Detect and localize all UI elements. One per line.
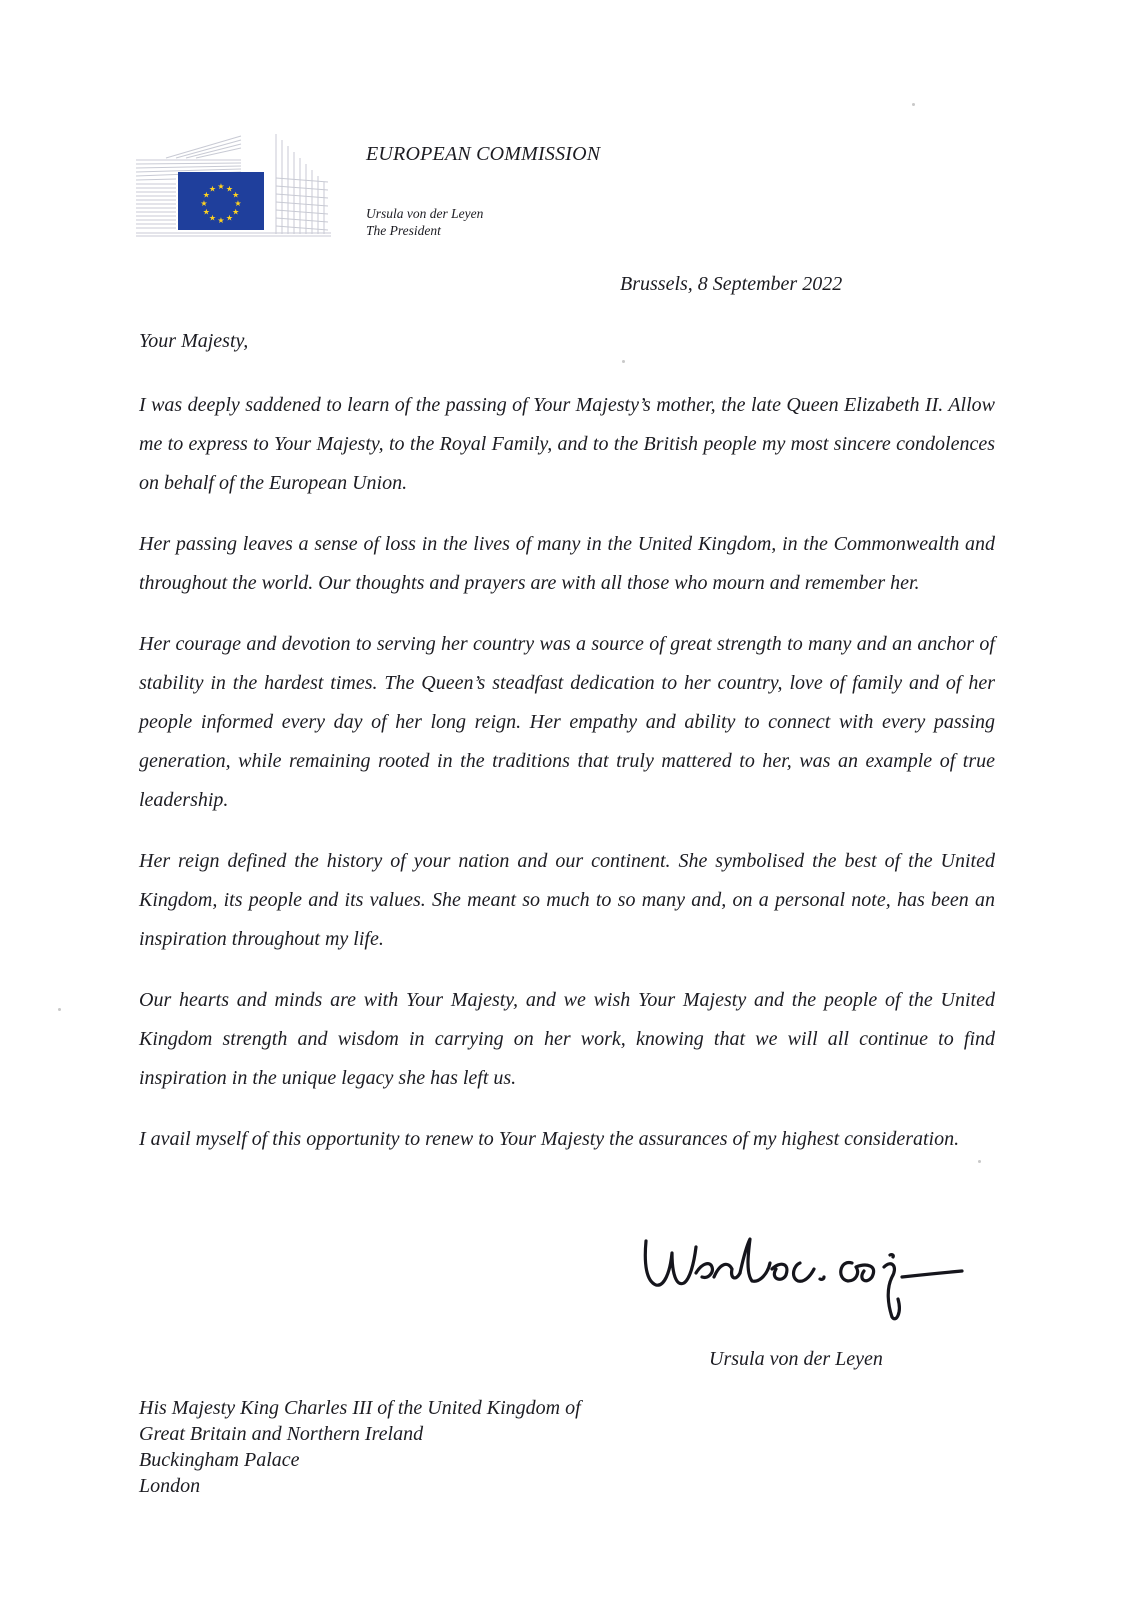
recipient-line: His Majesty King Charles III of the United Kingdom of <box>139 1397 581 1419</box>
svg-text:★: ★ <box>217 216 225 225</box>
signer-name: Ursula von der Leyen <box>709 1348 883 1370</box>
sender-title: The President <box>366 223 441 238</box>
body-paragraph: Her reign defined the history of your nation and our continent. She symbolised the best of the United Kingdom, its people and its values. She meant so much to so many and, on a personal note, has been an inspiration throughout my life. <box>139 850 995 950</box>
date-line: Brussels, 8 September 2022 <box>620 273 843 295</box>
svg-text:★: ★ <box>225 213 234 223</box>
salutation: Your Majesty, <box>139 330 249 352</box>
european-commission-logo <box>136 134 331 239</box>
organization-name: EUROPEAN COMMISSION <box>366 143 601 165</box>
recipient-line: London <box>139 1475 201 1497</box>
body-paragraph: Her courage and devotion to serving her country was a source of great strength to many and an anchor of stability in the hardest times. The Queen’s steadfast dedication to her country, love of family and of her people informed every day of her long reign. Her empathy and ability to connect with every passing generation, while remaining rooted in the traditions that truly mattered to her, was an example of true leadership. <box>139 633 995 811</box>
body-paragraph: Our hearts and minds are with Your Majesty, and we wish Your Majesty and the people of the United Kingdom strength and wisdom in carrying on her work, knowing that we will all continue to find inspiration in the unique legacy she has left us. <box>139 989 995 1089</box>
svg-text:★: ★ <box>232 190 240 200</box>
scan-speck <box>978 1160 981 1163</box>
sender-block <box>366 205 483 239</box>
svg-text:★: ★ <box>217 182 225 191</box>
body-paragraph: I was deeply saddened to learn of the passing of Your Majesty’s mother, the late Queen Elizabeth II. Allow me to express to Your Majesty, to the Royal Family, and to the British people my most sincere condolences on behalf of the European Union. <box>139 394 995 494</box>
svg-text:★: ★ <box>225 184 234 194</box>
recipient-line: Buckingham Palace <box>139 1449 300 1471</box>
recipient-address <box>139 1395 581 1499</box>
svg-text:★: ★ <box>202 207 210 217</box>
svg-text:★: ★ <box>208 213 217 223</box>
svg-text:★: ★ <box>208 184 217 194</box>
scan-speck <box>58 1008 61 1011</box>
svg-text:★: ★ <box>232 207 240 217</box>
svg-text:★: ★ <box>202 190 210 200</box>
handwritten-signature <box>640 1233 970 1323</box>
body-paragraph: Her passing leaves a sense of loss in the lives of many in the United Kingdom, in the Commonwealth and throughout the world. Our thoughts and prayers are with all those who mourn and remember her. <box>139 533 995 594</box>
svg-text:★: ★ <box>234 199 242 208</box>
letter-body <box>139 386 995 1181</box>
scan-speck <box>622 360 625 363</box>
sender-name: Ursula von der Leyen <box>366 206 484 221</box>
svg-text:★: ★ <box>200 199 208 208</box>
body-paragraph: I avail myself of this opportunity to renew to Your Majesty the assurances of my highest consideration. <box>139 1128 960 1150</box>
scan-speck <box>912 103 915 106</box>
recipient-line: Great Britain and Northern Ireland <box>139 1423 424 1445</box>
